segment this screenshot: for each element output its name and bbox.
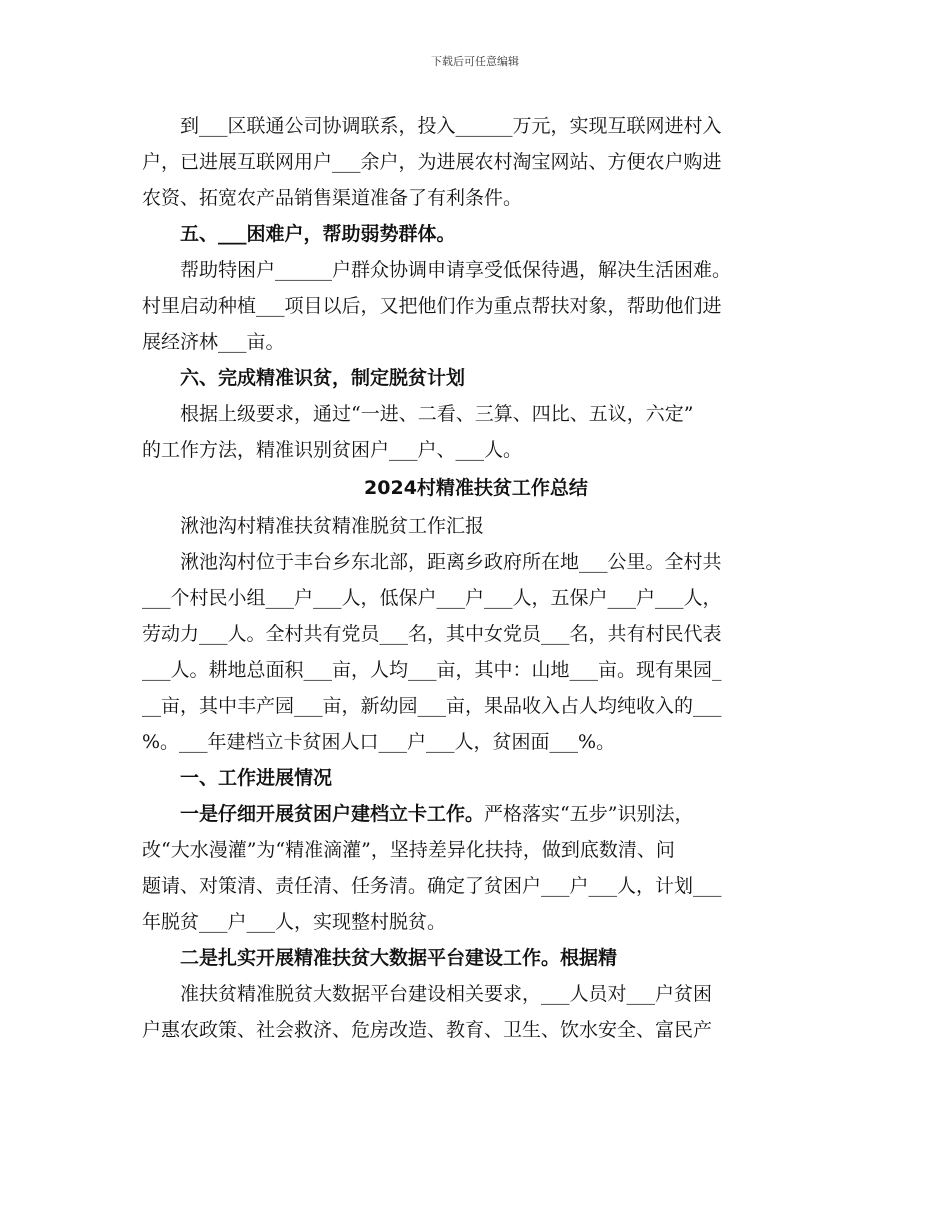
- section-heading-5: 五、___困难户，帮助弱势群体。: [180, 223, 456, 245]
- paragraph-line: 展经济林___亩。: [142, 331, 285, 353]
- document-body: [142, 108, 810, 1048]
- report-subtitle: 湫池沟村精准扶贫精准脱贫工作汇报: [180, 515, 485, 537]
- paragraph-line: 农资、拓宽农产品销售渠道准备了有利条件。: [142, 187, 523, 209]
- paragraph-line: 到___区联通公司协调联系，投入______万元，实现互联网进村入: [180, 115, 722, 137]
- paragraph-line: 题请、对策清、责任清、任务清。确定了贫困户___户___人，计划___: [142, 875, 722, 897]
- paragraph-line: 根据上级要求，通过“一进、二看、三算、四比、五议，六定”: [180, 403, 694, 425]
- paragraph-line: 湫池沟村位于丰台乡东北部，距离乡政府所在地___公里。全村共: [180, 551, 722, 573]
- section-heading-6: 六、完成精准识贫，制定脱贫计划: [180, 367, 466, 389]
- paragraph-line: ___个村民小组___户___人，低保户___户___人，五保户___户___人，: [142, 587, 722, 609]
- paragraph-line: 帮助特困户______户群众协调申请享受低保待遇，解决生活困难。: [180, 259, 732, 281]
- section-heading-2: 二是扎实开展精准扶贫大数据平台建设工作。根据精: [180, 947, 618, 969]
- bold-lead: 一是仔细开展贫困户建档立卡工作。: [180, 803, 485, 825]
- paragraph-line: [142, 796, 810, 832]
- paragraph-line: 年脱贫___户___人，实现整村脱贫。: [142, 911, 447, 933]
- paragraph-line: 的工作方法，精准识别贫困户___户、___人。: [142, 439, 523, 461]
- paragraph-line: 改“大水漫灌”为“精准滴灌”，坚持差异化扶持，做到底数清、问: [142, 839, 675, 861]
- paragraph-line: __亩，其中丰产园___亩，新幼园___亩，果品收入占人均纯收入的___: [142, 695, 722, 717]
- paragraph-line: 劳动力___人。全村共有党员___名，其中女党员___名，共有村民代表: [142, 623, 722, 645]
- paragraph-line: 户，已进展互联网用户___余户，为进展农村淘宝网站、方便农户购进: [142, 151, 722, 173]
- page-header: 下载后可任意编辑: [431, 55, 519, 68]
- line-rest: 严格落实“五步”识别法，: [484, 803, 694, 825]
- section-heading-1: 一、工作进展情况: [180, 767, 333, 789]
- paragraph-line: 户惠农政策、社会救济、危房改造、教育、卫生、饮水安全、富民产: [142, 1019, 713, 1041]
- paragraph-line: ___人。耕地总面积___亩，人均___亩，其中：山地___亩。现有果园_: [142, 659, 722, 681]
- paragraph-line: 准扶贫精准脱贫大数据平台建设相关要求，___人员对___户贫困: [180, 983, 713, 1005]
- paragraph-line: 村里启动种植___项目以后，又把他们作为重点帮扶对象，帮助他们进: [142, 295, 722, 317]
- document-title: 2024村精准扶贫工作总结: [364, 477, 588, 499]
- paragraph-line: %。___年建档立卡贫困人口___户___人，贫困面___%。: [142, 731, 616, 753]
